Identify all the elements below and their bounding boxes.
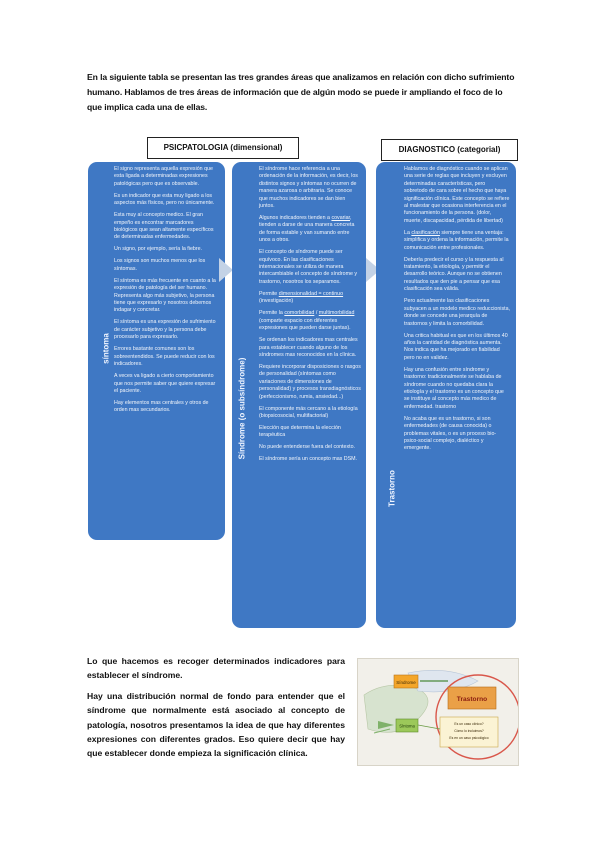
sindrome-item: El componente más cercano a la etiología (biopsicosocial, multifactorial) — [259, 405, 358, 419]
trastorno-item: Pero actualmente las clasificaciones subyacen a un modelo medico reduccionista, donde se concede una jerarquía de trastornos y limita la comorbilidad. — [404, 298, 510, 327]
diagram-figure — [358, 659, 518, 765]
trastorno-text — [404, 166, 510, 457]
diagram-label: Síntoma — [399, 723, 415, 729]
trastorno-item: No acaba que es un trastorno, si son enfermedades (de causa conocida) o problemas vitales, o es un proceso bio-psico-social complejo, dialéctico y emergente. — [404, 415, 497, 452]
diagram-label: Síndrome — [396, 680, 416, 685]
sintoma-item: Hay elementos mas centrales y otros de orden mas secundarios. — [114, 399, 209, 414]
sintoma-item: El signo representa aquella expresión que esta ligada a determinadas expresiones patológicas pero que es observable. — [114, 166, 213, 187]
sindrome-item: El concepto de síndrome puede ser equívoco. En las clasificaciones internacionales se utiliza de manera intercambiable el concepto de síndrome y trastorno, nosotros los separamos. — [259, 249, 358, 285]
sintoma-item: Errores bastante comunes son los sobreentendidos. Se puede reducir con los indicadores. — [114, 346, 215, 368]
trastorno-item: Una critica habitual es que en los últimos 40 años la cantidad de diagnóstica aumenta. Nos indica que ha mejorado en fiabilidad pero no en validez. — [404, 332, 508, 361]
sindrome-item: Se ordenan los indicadores mas centrales para establecer cuando alguno de los síndromes mas reconocidos en la clínica. — [259, 337, 358, 358]
trastorno-item: Debería predecir el curso y la respuesta al tratamiento, la etiología, y permitir el desarrollo teórico. Aunque no se obtienen resultados que den pie a pensar que esa clasificación sea válida. — [404, 256, 504, 293]
bottom-paragraph: Lo que hacemos es recoger determinados indicadores para establecer el síndrome. — [87, 656, 345, 681]
column-label-sindrome: Síndrome (o subsíndrome) — [237, 357, 247, 460]
sindrome-item: Requiere incorporar disposiciones o rasgos de personalidad (síntomas como variaciones de dimensiones de personalidad) y procesos transdiagnósticos (perfeccionismo, rumia, ansiedad...) — [259, 363, 361, 400]
header-diagnostico: DIAGNOSTICO (categorial) — [381, 139, 518, 161]
intro-paragraph: En la siguiente tabla se presentan las tres grandes áreas que analizamos en relación con dicho sufrimiento humano. Hablamos de tres áreas de información que de algún modo se puede ir ampliando el foco de lo que implica cada una de ellas. — [87, 72, 515, 112]
column-trastorno — [376, 162, 516, 628]
sindrome-item: El síndrome hace referencia a una ordenación de la información, es decir, los distintos signos y síntomas no ocurren de manera azarosa o arbitraria. Se conoce que muchos indicadores se dan bien juntos. — [259, 166, 358, 210]
trastorno-item: Hay una confusión entre síndrome y trastorno: tradicionalmente se hablaba de síndrome cuando no quedaba clara la etiología y el trastorno es un concepto que se instituye al concepto más medico de enfermedad. trastorno — [404, 366, 504, 410]
sintoma-item: Un signo, por ejemplo, sería la fiebre. — [114, 246, 203, 253]
diagram-list-item: Cómo lo incluimos? — [454, 729, 484, 733]
sintoma-item: Es un indicador que esta muy ligado a los aspectos más físicos, pero no únicamente. — [114, 192, 215, 207]
sintoma-item: El síntoma es una expresión de sufrimiento de carácter subjetivo y la persona debe procesarlo para expresarlo. — [114, 319, 216, 341]
sintoma-text — [114, 166, 218, 419]
header-psicopatologia: PSICPATOLOGIA (dimensional) — [147, 137, 299, 159]
sindrome-item: El síndrome sería un concepto mas DSM. — [259, 456, 358, 463]
sindrome-item: Algunos indicadores tienden a covariar, tienden a darse de una manera concreta de forma estable y van sumando entre unos a otros. — [259, 215, 355, 244]
bottom-text — [87, 654, 345, 767]
column-sintoma — [88, 162, 225, 540]
sindrome-item: Elección que determina la elección terapéutica — [259, 424, 341, 439]
sindrome-trastorno-diagram — [357, 658, 519, 766]
sindrome-text — [259, 166, 361, 468]
sindrome-item: No puede entenderse fuera del contexto. — [259, 444, 356, 451]
sintoma-item: El síntoma es más frecuente en cuanto a la expresión de patología del ser humano. Representa algo más subjetivo, la persona tiene que expresarlo y nosotros debemos indagar y concretar. — [114, 277, 216, 314]
diagram-list-item: Es un caso clínico? — [454, 722, 484, 726]
sintoma-item: A veces va ligado a cierto comportamiento que nos permite saber que quiere expresar el paciente. — [114, 373, 216, 394]
diagram-label: Trastorno — [456, 696, 488, 703]
column-label-sintoma: síntoma — [101, 333, 111, 364]
sindrome-item: Permite la comorbilidad / multimorbilidad (comparte espacio con diferentes expresiones que pueden darse juntas). — [259, 310, 355, 332]
diagram-list-item: Es en un caso psicológico — [449, 736, 489, 740]
sintoma-item: Los signos son muchos menos que los síntomas. — [114, 258, 206, 272]
trastorno-item: Hablamos de diagnóstico cuando se aplican una serie de reglas que incluyen y excluyen determinadas características, pero sobretodo de cara sobre el hecho que haya significación clínica. Este concepto se refiere al malestar que ocasiona interferencia en el funcionamiento de la persona. (dolor, muerte, discapacidad, pérdida de libertad) — [404, 166, 510, 224]
column-label-trastorno: Trastorno — [387, 470, 397, 507]
trastorno-item: La clasificación siempre tiene una ventaja: simplifica y ordena la información, permite la comunicación entre profesionales. — [404, 229, 509, 251]
bottom-paragraph: Hay una distribución normal de fondo para entender que el síndrome que normalmente está asociado al concepto de patología, nosotros presentamos la idea de que hay diferentes expresiones con diferentes grados. Eso quiere decir que hay que establecer donde empieza la significación clínica. — [87, 690, 345, 759]
sindrome-item: Permite dimensionalidad = continuo (investigación) — [259, 290, 344, 305]
arrow-right-icon — [219, 258, 233, 282]
sintoma-item: Esta muy al concepto medico. El gran empeño es encontrar marcadores biológicos que sean altamente específicos de determinadas enfermedades. — [114, 212, 214, 241]
column-sindrome — [232, 162, 366, 628]
